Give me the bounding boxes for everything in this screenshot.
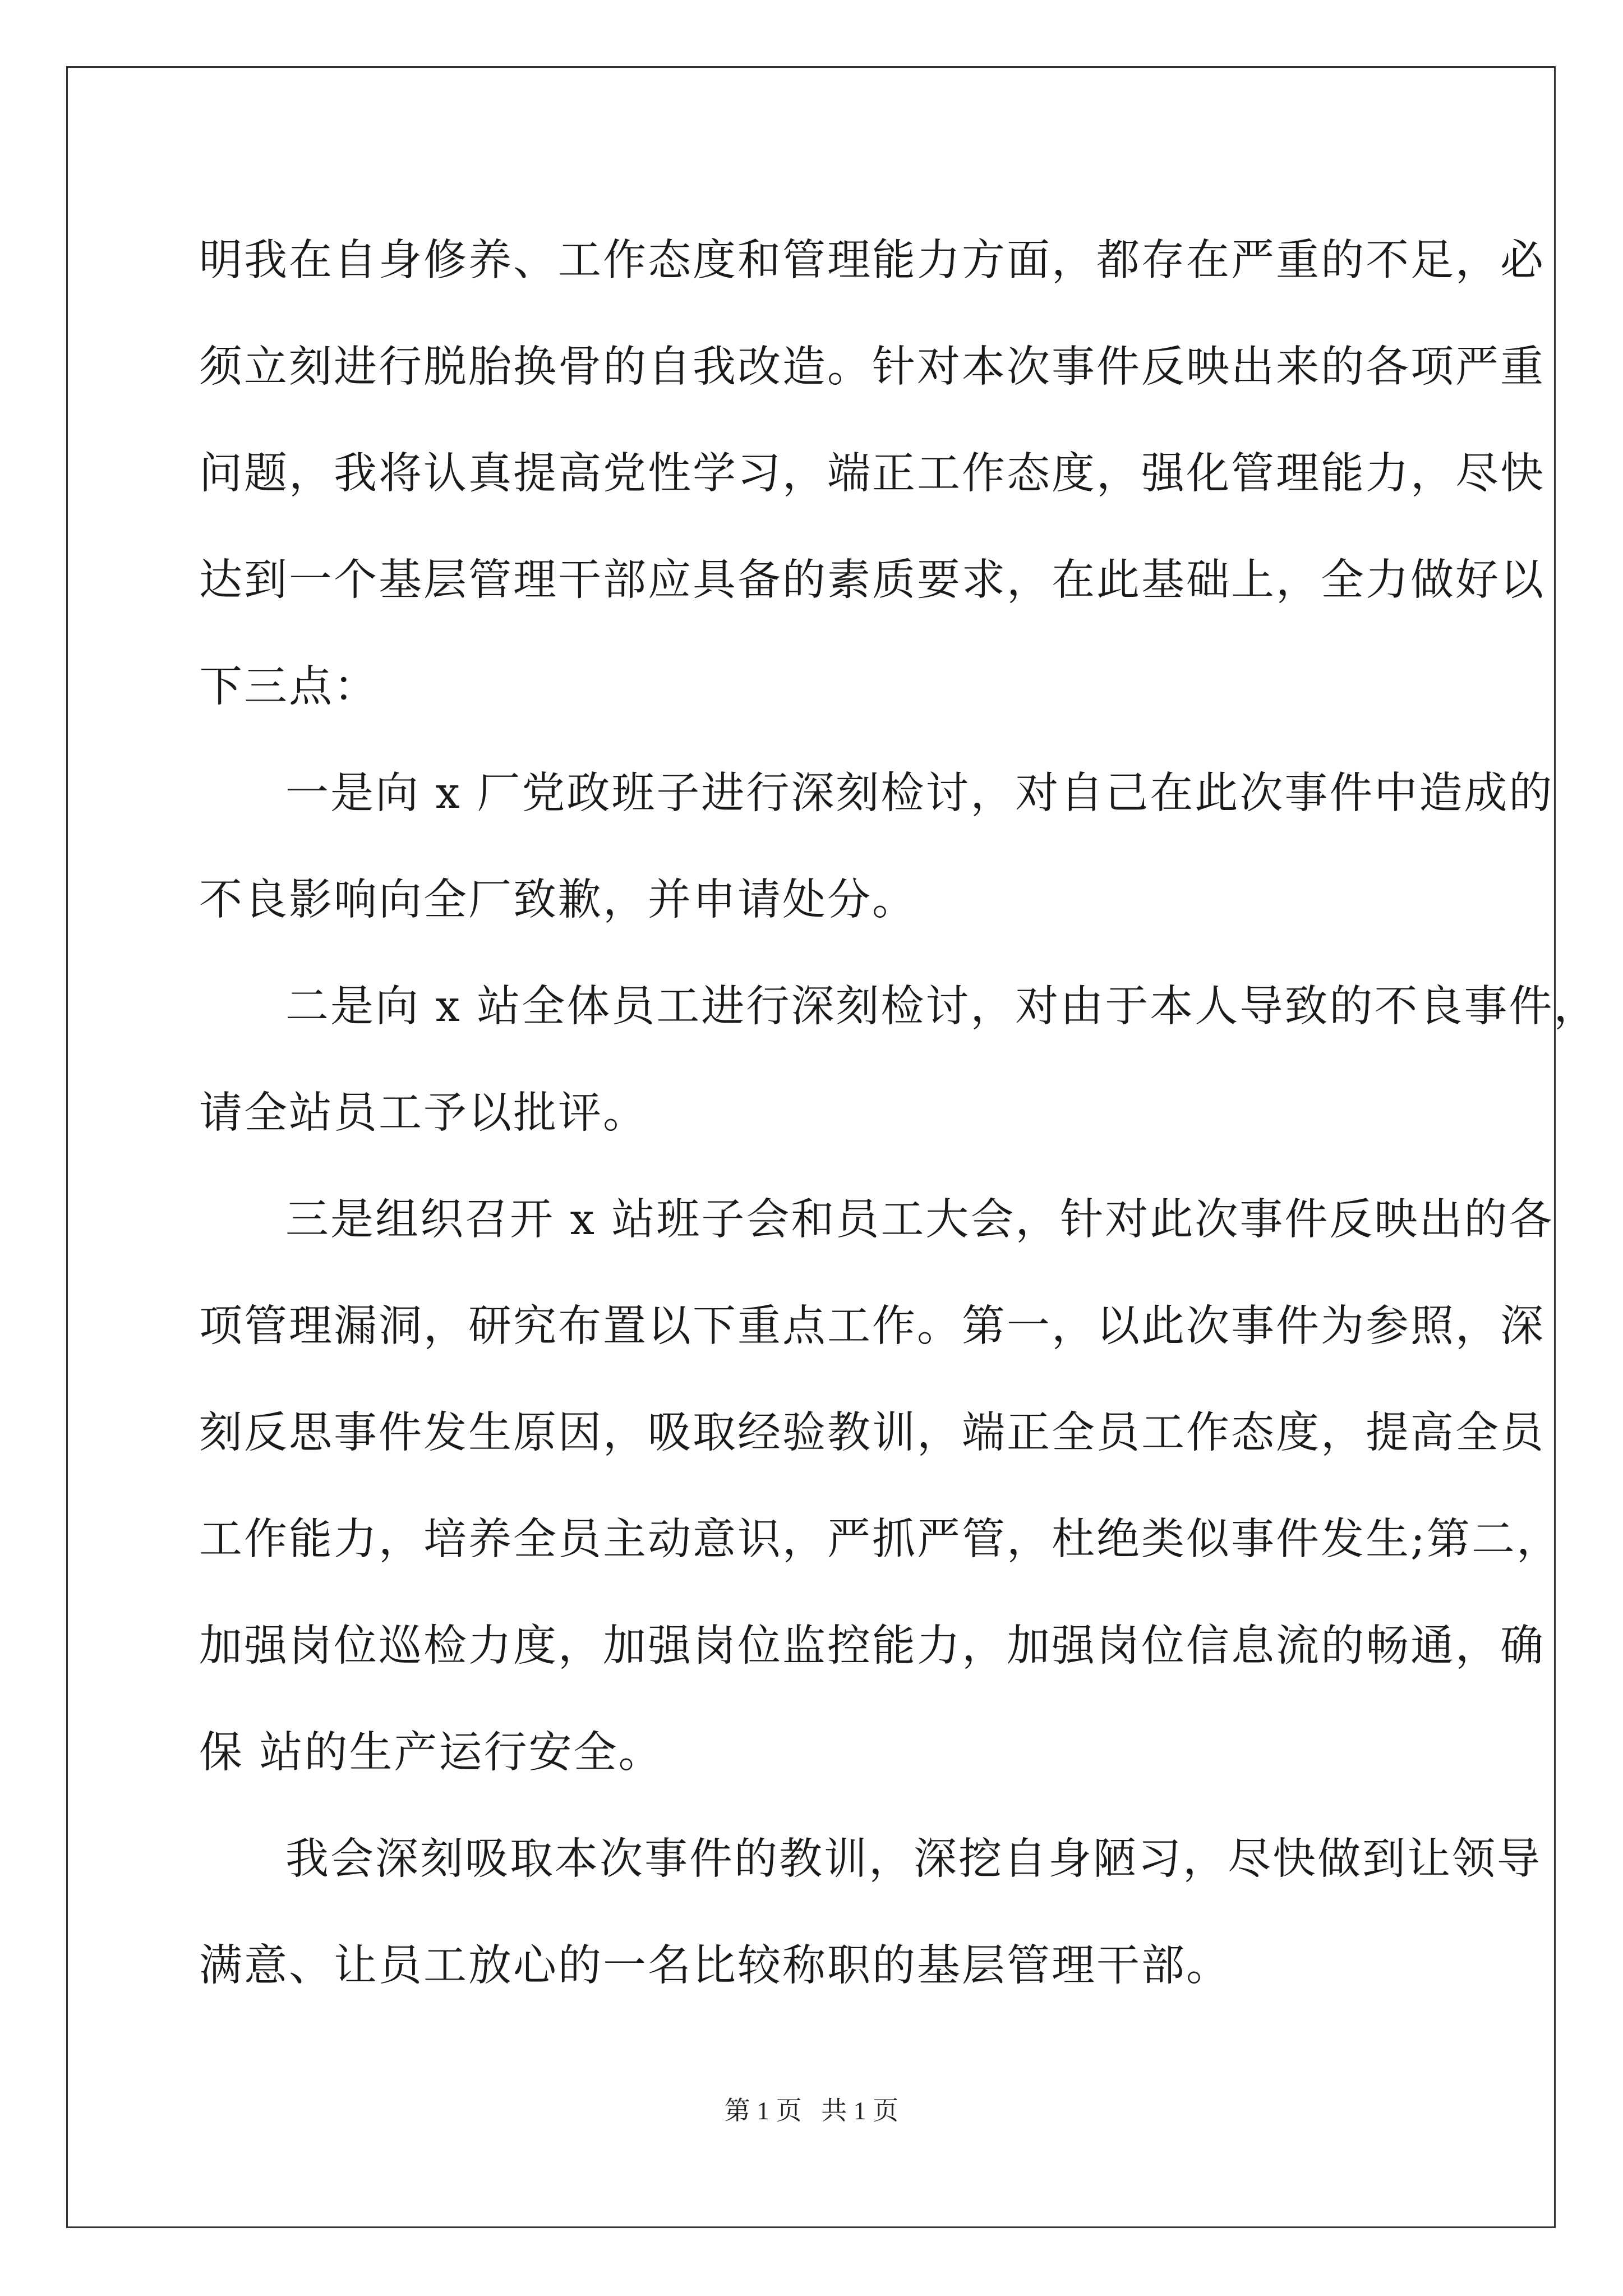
text-line: 满意、让员工放心的一名比较称职的基层管理干部。 — [199, 1941, 1231, 1991]
text-line: 达到一个基层管理干部应具备的素质要求，在此基础上，全力做好以 — [199, 555, 1545, 605]
paragraph-first-line: 一是向 x 厂党政班子进行深刻检讨，对自己在此次事件中造成的 — [285, 769, 1554, 818]
text-line: 下三点： — [199, 662, 379, 712]
text-line: 请全站员工予以批评。 — [199, 1088, 648, 1138]
text-line: 明我在自身修养、工作态度和管理能力方面，都存在严重的不足，必 — [199, 236, 1545, 286]
paragraph-first-line: 三是组织召开 x 站班子会和员工大会，针对此次事件反映出的各 — [285, 1195, 1554, 1245]
document-body — [199, 208, 1599, 2019]
text-line: 项管理漏洞，研究布置以下重点工作。第一，以此次事件为参照，深 — [199, 1301, 1545, 1351]
paragraph-first-line: 二是向 x 站全体员工进行深刻检讨，对由于本人导致的不良事件， — [285, 982, 1599, 1032]
text-line: 加强岗位巡检力度，加强岗位监控能力，加强岗位信息流的畅通，确 — [199, 1621, 1545, 1671]
text-line: 不良影响向全厂致歉，并申请处分。 — [199, 875, 917, 925]
text-line: 须立刻进行脱胎换骨的自我改造。针对本次事件反映出来的各项严重 — [199, 342, 1545, 392]
text-line: 刻反思事件发生原因，吸取经验教训，端正全员工作态度，提高全员 — [199, 1408, 1545, 1458]
page-footer: 第 1 页 共 1 页 — [724, 2096, 899, 2125]
text-line: 工作能力，培养全员主动意识，严抓严管，杜绝类似事件发生;第二， — [199, 1515, 1561, 1565]
paragraph-first-line: 我会深刻吸取本次事件的教训，深挖自身陋习，尽快做到让领导 — [285, 1834, 1542, 1884]
text-line: 问题，我将认真提高党性学习，端正工作态度，强化管理能力，尽快 — [199, 449, 1545, 499]
text-line: 保 站的生产运行安全。 — [199, 1728, 663, 1778]
